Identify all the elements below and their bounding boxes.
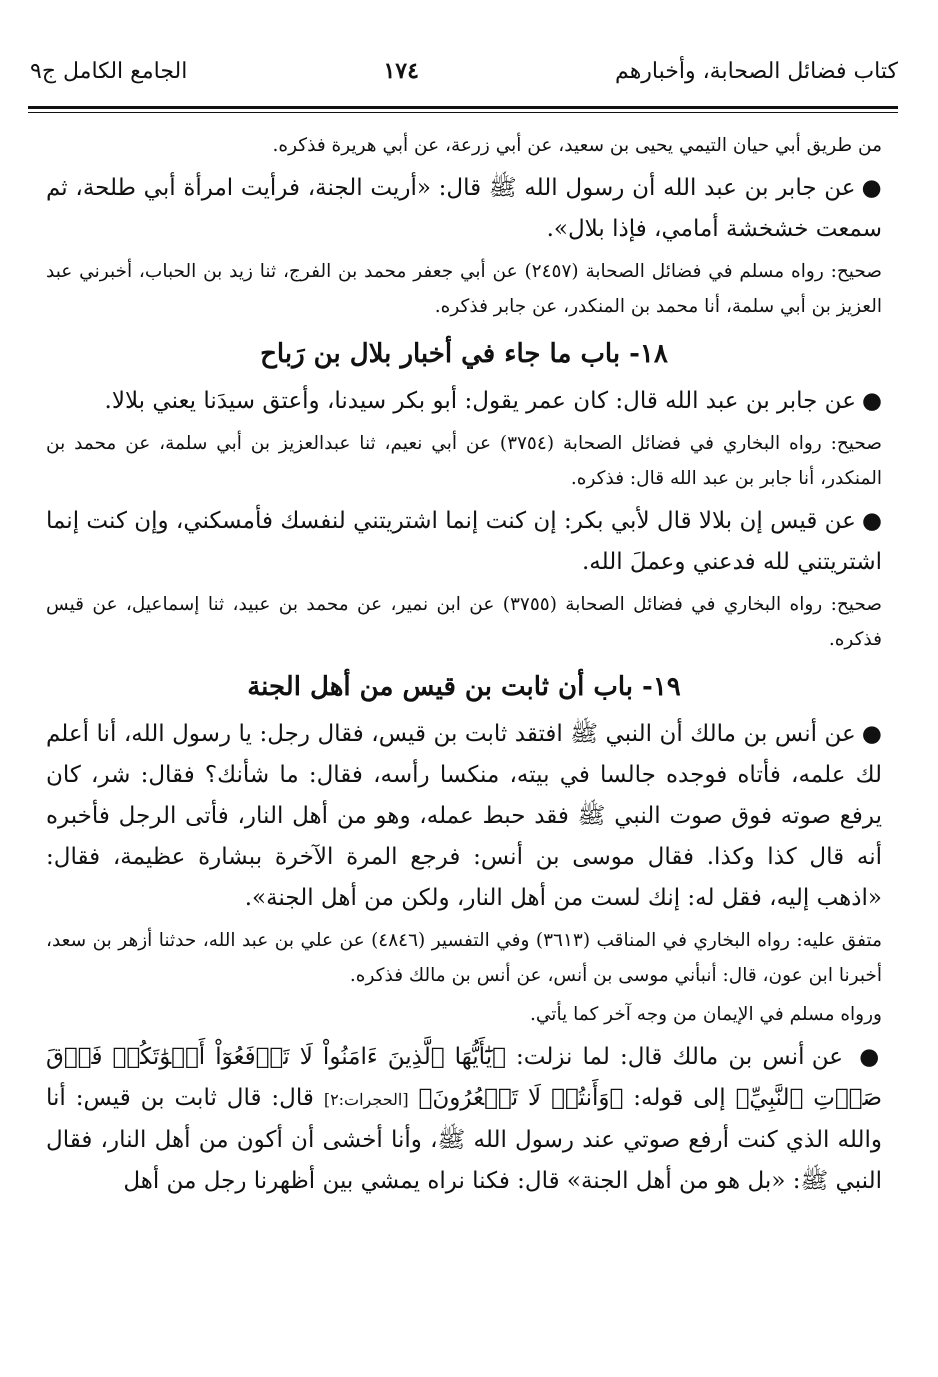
bullet-marker: ● [861,387,882,414]
hadith-text: عن أنس بن مالك أن النبي ﷺ افتقد ثابت بن قيس، فقال رجل: يا رسول الله، أنا أعلم لك علمه، فأتاه فوجده جالسا في بيته، منكسا رأسه، فقال: ما شأنك؟ فقال: شر، كان يرفع صوته فوق صوت النبي ﷺ فقد حبط عمله، وهو من أهل النار، فأتى الرجل فأخبره أنه قال كذا وكذا. فقال موسى بن أنس: فرجع المرة الآخرة ببشارة عظيمة، فقال: «اذهب إليه، فقل له: إنك لست من أهل النار، ولكن من أهل الجنة». [46,721,882,911]
hadith-text: عن أنس بن مالك قال: لما نزلت: ﴿يَٰٓأَيُّهَا ٱلَّذِينَ ءَامَنُواْ لَا تَرۡفَعُوٓاْ أَصۡوَٰتَكُمۡ فَوۡقَ صَوۡتِ ٱلنَّبِيِّ﴾ إلى قوله: ﴿وَأَنتُمۡ لَا تَشۡعُرُونَ﴾ [46,1044,882,1111]
source-note: من طريق أبي حيان التيمي يحيى بن سعيد، عن أبي زرعة، عن أبي هريرة فذكره. [272,135,882,156]
page-number: ١٧٤ [383,58,419,84]
hadith-paragraph [46,713,882,919]
bullet-marker: ● [861,507,882,534]
book-title: كتاب فضائل الصحابة، وأخبارهم [615,59,898,84]
hadith-paragraph [46,380,882,422]
quran-reference: [الحجرات:٢] [323,1090,409,1109]
bullet-marker: ● [861,174,882,201]
hadith-paragraph [46,167,882,250]
volume-title: الجامع الكامل ج٩ [30,59,188,84]
hadith-text: عن قيس إن بلالا قال لأبي بكر: إن كنت إنما اشتريتني لنفسك فأمسكني، وإن كنت إنما اشتريتني لله فدعني وعملَ الله. [46,508,882,575]
header-rule-thick [28,106,898,109]
hadith-text: عن جابر بن عبد الله قال: كان عمر يقول: أبو بكر سيدنا، وأعتق سيدَنا يعني بلالا. [104,388,856,414]
hadith-paragraph [46,1036,882,1202]
page-body [46,128,882,1206]
chapter-heading: ١٩- باب أن ثابت بن قيس من أهل الجنة [247,672,681,702]
bullet-marker: ● [861,720,882,747]
chapter-heading: ١٨- باب ما جاء في أخبار بلال بن رَباح [260,339,668,369]
bullet-marker: ● [859,1043,882,1070]
source-note: صحيح: رواه مسلم في فضائل الصحابة (٢٤٥٧) عن أبي جعفر محمد بن الفرج، ثنا زيد بن الحباب، أخبرني عبد العزيز بن أبي سلمة، أنا محمد بن المنكدر، عن جابر فذكره. [46,261,882,317]
source-note: متفق عليه: رواه البخاري في المناقب (٣٦١٣) وفي التفسير (٤٨٤٦) عن علي بن عبد الله، حدثنا أزهر بن سعد، أخبرنا ابن عون، قال: أنبأني موسى بن أنس، عن أنس بن مالك فذكره. [46,930,882,986]
header-rule-thin [28,112,898,113]
source-note: صحيح: رواه البخاري في فضائل الصحابة (٣٧٥٥) عن ابن نمير، عن محمد بن عبيد، ثنا إسماعيل، عن قيس فذكره. [46,594,883,650]
source-note: ورواه مسلم في الإيمان من وجه آخر كما يأتي. [530,1004,882,1025]
hadith-paragraph [46,500,882,583]
hadith-text: قال: قال ثابت بن قيس: أنا والله الذي كنت أرفع صوتي عند رسول الله ﷺ، وأنا أخشى أن أكون من أهل النار، فقال النبي ﷺ: «بل هو من أهل الجنة» قال: فكنا نراه يمشي بين أظهرنا رجل من أهل [46,1085,882,1194]
running-header [30,58,898,84]
hadith-text: عن جابر بن عبد الله أن رسول الله ﷺ قال: «أريت الجنة، فرأيت امرأة أبي طلحة، ثم سمعت خشخشة أمامي، فإذا بلال». [46,175,882,242]
source-note: صحيح: رواه البخاري في فضائل الصحابة (٣٧٥٤) عن أبي نعيم، ثنا عبدالعزيز بن أبي سلمة، عن محمد بن المنكدر، أنا جابر بن عبد الله قال: فذكره. [46,433,882,489]
